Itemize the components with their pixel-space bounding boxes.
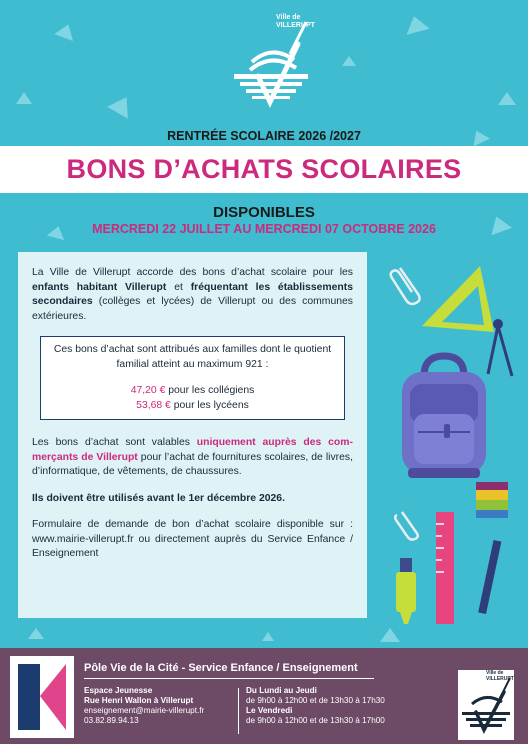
decor-triangle xyxy=(28,628,44,639)
pencil-icon xyxy=(478,540,501,614)
service-title: Pôle Vie de la Cité - Service Enfance / Enseignement xyxy=(84,662,358,674)
eligibility-box xyxy=(40,336,345,420)
available-heading: DISPONIBLES xyxy=(213,204,315,221)
villerupt-logo xyxy=(232,14,315,124)
decor-triangle xyxy=(262,632,274,641)
form-paragraph: Formulaire de demande de bon d’achat scolaire disponible sur : www.mairie-villerupt.fr ou directement auprès du Service Enfance / Enseignement xyxy=(32,519,353,559)
sticky-notes-icon xyxy=(476,482,508,518)
footer xyxy=(0,648,528,744)
footer-divider xyxy=(84,678,374,679)
school-year-heading: RENTRÉE SCOLAIRE 2026 /2027 xyxy=(167,129,361,143)
set-square-icon xyxy=(422,266,494,332)
decor-triangle xyxy=(54,21,78,41)
decor-triangle xyxy=(16,92,32,104)
intro-paragraph: La Ville de Villerupt accorde des bons d’achat scolaire pour les enfants habitant Villerupt et fréquentant les établissements secondaires (collèges et lycées) de Villerupt ou des communes extérieures. xyxy=(32,267,353,322)
k-logo-icon xyxy=(10,656,74,738)
decor-triangle xyxy=(107,91,137,119)
paperclip-icon xyxy=(395,512,418,540)
decor-triangle xyxy=(380,628,400,642)
paperclip-icon xyxy=(391,268,420,304)
title-band xyxy=(0,146,528,193)
page-title: BONS D’ACHATS SCOLAIRES xyxy=(66,154,462,184)
deadline-paragraph: Ils doivent être utilisés avant le 1er décembre 2026. xyxy=(32,492,285,504)
availability-dates: MERCREDI 22 JUILLET AU MERCREDI 07 OCTOBRE 2026 xyxy=(92,222,436,236)
backpack-icon xyxy=(402,356,486,478)
footer-villerupt-logo xyxy=(458,670,514,740)
decor-triangle xyxy=(402,13,429,35)
ruler-icon xyxy=(436,512,454,624)
service-address: Espace Jeunesse Rue Henri Wallon à Villerupt enseignement@mairie-villerupt.fr 03.82.89.94.13 xyxy=(84,686,205,725)
service-email[interactable]: enseignement@mairie-villerupt.fr xyxy=(84,706,205,715)
logo-mark-icon xyxy=(232,14,312,124)
footer-separator xyxy=(238,688,239,734)
decor-triangle xyxy=(498,92,516,105)
decor-triangle xyxy=(342,56,356,66)
info-panel xyxy=(18,252,367,618)
price-college: 47,20 € pour les collégiens xyxy=(130,385,255,396)
logo-text: Ville de VILLERUPT xyxy=(276,14,315,29)
opening-hours: Du Lundi au Jeudi de 9h00 à 12h00 et de 13h30 à 17h30 Le Vendredi de 9h00 à 12h00 et de 13h30 à 17h00 xyxy=(246,686,385,725)
eligibility-text: Ces bons d’achat sont attribués aux familles dont le quotient familial atteint au maximum 921 : xyxy=(53,344,332,370)
validity-paragraph: Les bons d’achat sont valables uniquement auprès des commerçants de Villerupt pour l’achat de fournitures scolaires, de livres, d’informatique, de vêtements, de chaussures. xyxy=(32,437,353,477)
service-logo xyxy=(10,656,74,738)
highlighter-icon xyxy=(396,558,416,624)
school-supplies-illustration xyxy=(372,256,528,628)
price-lycee: 53,68 € pour les lycéens xyxy=(136,399,249,411)
footer-logo-text: Ville de VILLERUPT xyxy=(486,670,514,682)
service-phone: 03.82.89.94.13 xyxy=(84,716,139,725)
